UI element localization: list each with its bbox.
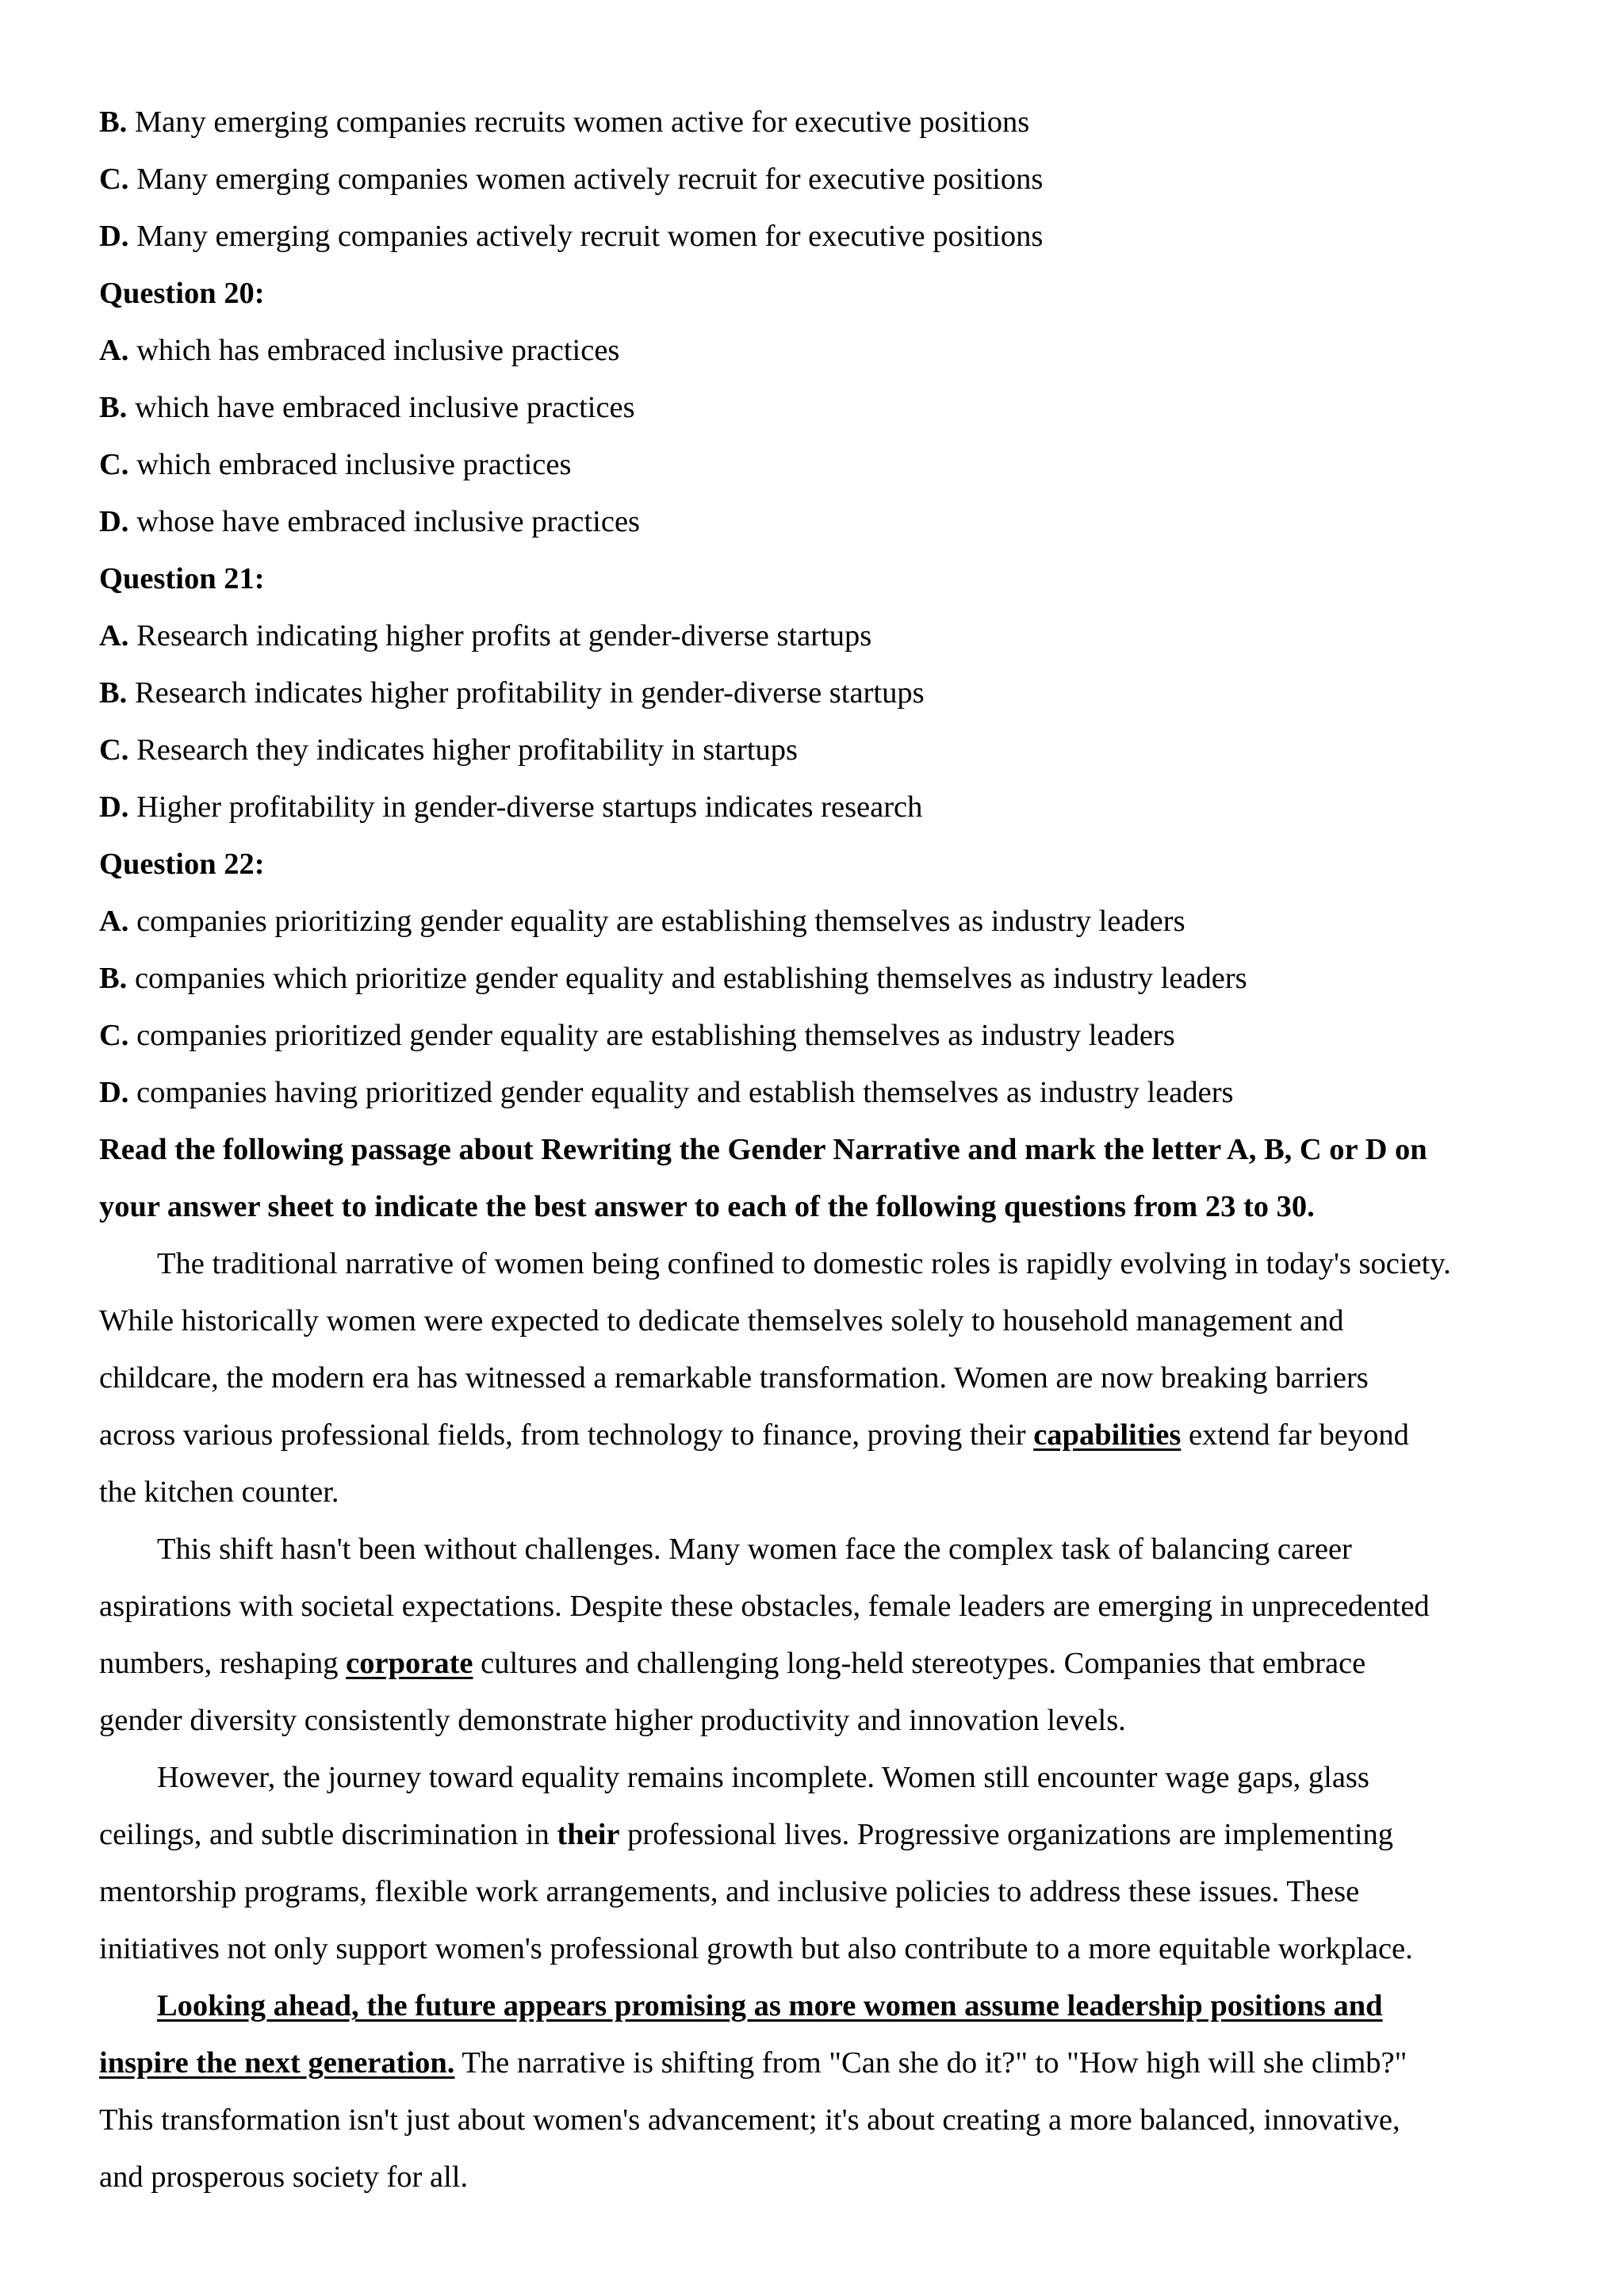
passage-p2-line-4: gender diversity consistently demonstrate higher productivity and innovation levels. bbox=[99, 1704, 1126, 1737]
q20-option-b bbox=[99, 379, 1542, 436]
highlighted-word-their: their bbox=[557, 1818, 620, 1851]
q21-option-c bbox=[99, 721, 1542, 779]
passage-p4-line-1 bbox=[99, 1977, 1542, 2034]
passage-p3-line-2 bbox=[99, 1806, 1542, 1863]
option-letter: B. bbox=[99, 105, 128, 139]
option-letter: A. bbox=[99, 619, 129, 652]
highlighted-sentence: inspire the next generation. bbox=[99, 2046, 455, 2080]
option-text: which has embraced inclusive practices bbox=[136, 334, 620, 367]
q19-option-c bbox=[99, 151, 1542, 208]
passage-p1-line-2: While historically women were expected to dedicate themselves solely to household management and bbox=[99, 1304, 1344, 1337]
option-letter: A. bbox=[99, 334, 129, 367]
option-text: Many emerging companies women actively recruit for executive positions bbox=[136, 163, 1044, 196]
q21-option-b bbox=[99, 664, 1542, 721]
option-text: Research indicates higher profitability in gender-diverse startups bbox=[134, 676, 925, 710]
option-text: Many emerging companies actively recruit women for executive positions bbox=[136, 220, 1044, 253]
passage-p1-line-3: childcare, the modern era has witnessed a remarkable transformation. Women are now breaking barriers bbox=[99, 1361, 1369, 1395]
option-letter: C. bbox=[99, 733, 129, 767]
passage-p4-line-3: This transformation isn't just about women's advancement; it's about creating a more balanced, innovative, bbox=[99, 2103, 1400, 2137]
q20-option-d bbox=[99, 493, 1542, 550]
option-text: companies having prioritized gender equality and establish themselves as industry leaders bbox=[136, 1076, 1234, 1109]
option-text: which embraced inclusive practices bbox=[136, 448, 572, 481]
text-segment: professional lives. Progressive organizations are implementing bbox=[619, 1818, 1393, 1851]
option-letter: C. bbox=[99, 448, 129, 481]
text-segment: The narrative is shifting from "Can she do it?" to "How high will she climb?" bbox=[454, 2046, 1408, 2080]
passage-p3-line-4: initiatives not only support women's professional growth but also contribute to a more equitable workplace. bbox=[99, 1932, 1413, 1965]
option-letter: D. bbox=[99, 220, 129, 253]
q21-heading: Question 21: bbox=[99, 562, 265, 595]
q22-option-d bbox=[99, 1064, 1542, 1121]
passage-p4-line-2 bbox=[99, 2034, 1542, 2091]
option-text: whose have embraced inclusive practices bbox=[136, 505, 641, 538]
passage-p1-line-1: The traditional narrative of women being confined to domestic roles is rapidly evolving in today's society. bbox=[157, 1247, 1451, 1280]
document-page bbox=[99, 94, 1542, 2206]
passage-p1-line-4 bbox=[99, 1406, 1542, 1464]
q20-option-a bbox=[99, 322, 1542, 379]
passage-p1-line-5: the kitchen counter. bbox=[99, 1475, 339, 1509]
passage-p2-line-3 bbox=[99, 1635, 1542, 1692]
passage-p2-line-2: aspirations with societal expectations. Despite these obstacles, female leaders are emerging in unprecedented bbox=[99, 1590, 1430, 1623]
option-text: Many emerging companies recruits women active for executive positions bbox=[134, 105, 1030, 139]
passage-instruction-line-2: your answer sheet to indicate the best answer to each of the following questions from 23 to 30. bbox=[99, 1190, 1315, 1223]
option-text: which have embraced inclusive practices bbox=[134, 391, 635, 424]
option-letter: B. bbox=[99, 676, 128, 710]
text-segment: numbers, reshaping bbox=[99, 1647, 347, 1680]
q22-option-c bbox=[99, 1007, 1542, 1064]
passage-p2-line-1: This shift hasn't been without challenges. Many women face the complex task of balancing career bbox=[157, 1533, 1352, 1566]
option-text: companies prioritized gender equality are establishing themselves as industry leaders bbox=[136, 1019, 1175, 1052]
text-segment: ceilings, and subtle discrimination in bbox=[99, 1818, 557, 1851]
passage-p3-line-1: However, the journey toward equality remains incomplete. Women still encounter wage gaps, glass bbox=[157, 1761, 1369, 1794]
q22-option-b bbox=[99, 950, 1542, 1007]
option-letter: D. bbox=[99, 1076, 129, 1109]
q20-option-c bbox=[99, 436, 1542, 493]
option-text: Research indicating higher profits at gender-diverse startups bbox=[136, 619, 872, 652]
highlighted-word-corporate: corporate bbox=[346, 1647, 473, 1680]
q20-heading: Question 20: bbox=[99, 277, 265, 310]
option-letter: D. bbox=[99, 790, 129, 824]
option-text: Research they indicates higher profitability in startups bbox=[136, 733, 798, 767]
q19-option-b bbox=[99, 94, 1542, 151]
option-letter: B. bbox=[99, 962, 128, 995]
option-letter: C. bbox=[99, 163, 129, 196]
option-letter: D. bbox=[99, 505, 129, 538]
highlighted-sentence: Looking ahead, the future appears promising as more women assume leadership positions and bbox=[157, 1989, 1383, 2022]
option-text: companies which prioritize gender equality and establishing themselves as industry leaders bbox=[134, 962, 1247, 995]
option-letter: C. bbox=[99, 1019, 129, 1052]
option-text: Higher profitability in gender-diverse startups indicates research bbox=[136, 790, 923, 824]
q21-option-a bbox=[99, 607, 1542, 664]
option-text: companies prioritizing gender equality are establishing themselves as industry leaders bbox=[136, 905, 1185, 938]
option-letter: A. bbox=[99, 905, 129, 938]
passage-p4-line-4: and prosperous society for all. bbox=[99, 2160, 469, 2194]
passage-p3-line-3: mentorship programs, flexible work arrangements, and inclusive policies to address these issues. These bbox=[99, 1875, 1360, 1908]
q22-option-a bbox=[99, 893, 1542, 950]
q19-option-d bbox=[99, 208, 1542, 265]
q21-option-d bbox=[99, 779, 1542, 836]
option-letter: B. bbox=[99, 391, 128, 424]
text-segment: cultures and challenging long-held stereotypes. Companies that embrace bbox=[473, 1647, 1366, 1680]
text-segment: across various professional fields, from technology to finance, proving their bbox=[99, 1418, 1034, 1452]
highlighted-word-capabilities: capabilities bbox=[1033, 1418, 1182, 1452]
passage-instruction-line-1: Read the following passage about Rewriting the Gender Narrative and mark the letter A, B, C or D on bbox=[99, 1133, 1427, 1166]
q22-heading: Question 22: bbox=[99, 848, 265, 881]
text-segment: extend far beyond bbox=[1181, 1418, 1409, 1452]
